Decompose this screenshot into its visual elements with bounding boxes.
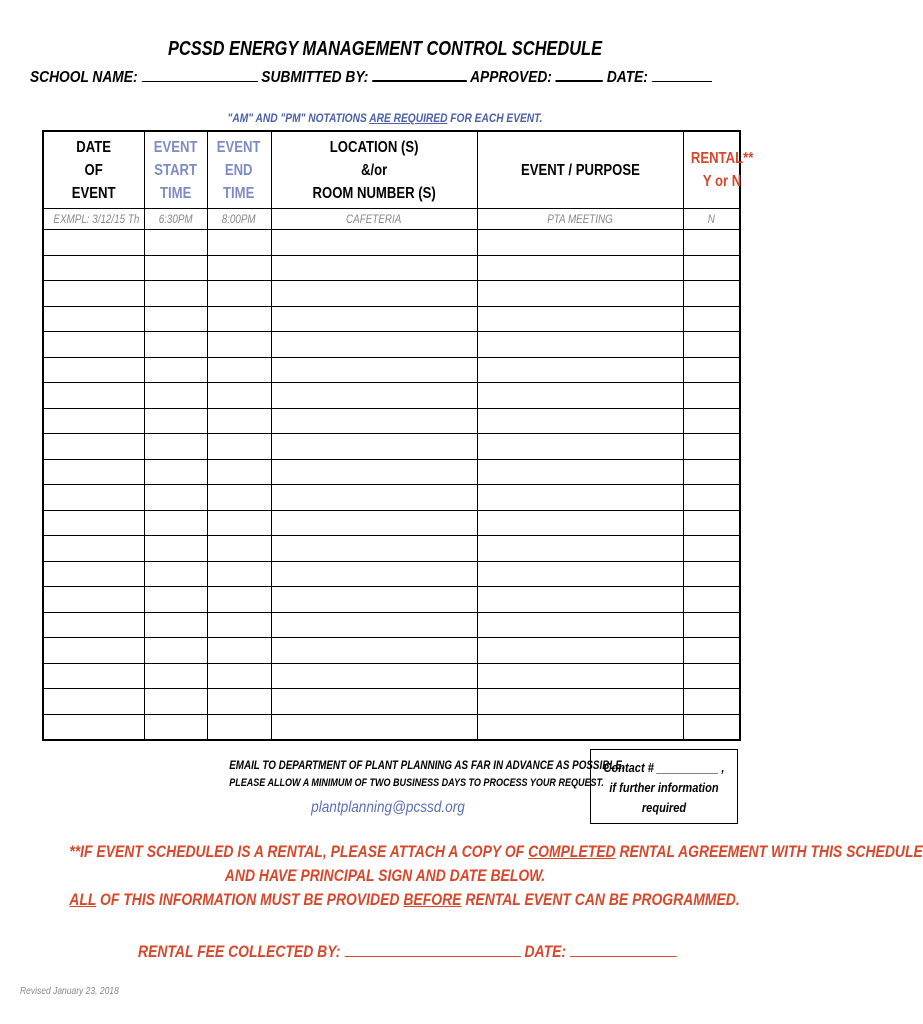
table-cell[interactable] <box>144 230 207 256</box>
table-cell[interactable] <box>43 638 144 664</box>
table-cell[interactable] <box>144 434 207 460</box>
table-cell[interactable] <box>683 561 740 587</box>
table-cell[interactable] <box>43 536 144 562</box>
table-cell[interactable] <box>207 536 271 562</box>
table-row <box>43 689 740 715</box>
table-cell[interactable] <box>43 714 144 740</box>
table-row <box>43 434 740 460</box>
table-cell[interactable] <box>477 587 683 613</box>
table-cell[interactable] <box>43 306 144 332</box>
table-cell[interactable] <box>683 230 740 256</box>
table-cell[interactable] <box>207 714 271 740</box>
table-cell[interactable] <box>144 459 207 485</box>
table-cell[interactable] <box>683 434 740 460</box>
table-cell[interactable] <box>43 434 144 460</box>
table-cell[interactable] <box>271 612 477 638</box>
rental-note-line-2: AND HAVE PRINCIPAL SIGN AND DATE BELOW. <box>224 866 546 885</box>
table-cell[interactable] <box>144 561 207 587</box>
table-row <box>43 408 740 434</box>
col-event-end-time: EVENT END TIME <box>207 131 271 209</box>
table-cell[interactable] <box>207 587 271 613</box>
table-cell[interactable] <box>271 714 477 740</box>
table-cell[interactable] <box>477 689 683 715</box>
table-cell[interactable] <box>207 408 271 434</box>
table-cell[interactable] <box>477 485 683 511</box>
table-cell[interactable] <box>43 281 144 307</box>
col-rental: RENTAL** Y or N <box>683 131 740 209</box>
table-cell[interactable] <box>271 357 477 383</box>
table-cell[interactable] <box>683 689 740 715</box>
table-row <box>43 663 740 689</box>
fee-collected-label: RENTAL FEE COLLECTED BY: <box>138 942 341 961</box>
table-cell[interactable] <box>271 255 477 281</box>
col-date-of-event: DATE OF EVENT <box>43 131 144 209</box>
table-row <box>43 612 740 638</box>
schedule-table <box>42 130 753 741</box>
table-cell[interactable] <box>271 663 477 689</box>
table-cell[interactable] <box>43 612 144 638</box>
table-cell[interactable] <box>207 357 271 383</box>
table-cell[interactable] <box>271 638 477 664</box>
table-row <box>43 230 740 256</box>
table-cell[interactable] <box>477 408 683 434</box>
table-cell[interactable] <box>144 357 207 383</box>
table-cell[interactable] <box>271 459 477 485</box>
table-cell[interactable] <box>477 638 683 664</box>
example-row <box>43 209 740 230</box>
table-cell[interactable] <box>271 689 477 715</box>
table-cell[interactable] <box>271 485 477 511</box>
table-cell[interactable] <box>271 281 477 307</box>
table-cell[interactable] <box>683 459 740 485</box>
table-cell[interactable] <box>144 714 207 740</box>
col-event-start-time: EVENT START TIME <box>144 131 207 209</box>
table-cell[interactable] <box>477 383 683 409</box>
table-cell[interactable] <box>144 281 207 307</box>
email-address-link[interactable]: plantplanning@pcssd.org <box>311 799 465 816</box>
table-cell[interactable] <box>477 357 683 383</box>
table-cell[interactable] <box>144 536 207 562</box>
table-cell[interactable] <box>683 587 740 613</box>
table-cell[interactable] <box>683 612 740 638</box>
email-line-2: PLEASE ALLOW A MINIMUM OF TWO BUSINESS DAYS TO PROCESS YOUR REQUEST. <box>229 777 604 789</box>
date-field[interactable] <box>652 67 712 82</box>
note-underlined: ARE REQUIRED <box>369 111 448 125</box>
table-cell[interactable] <box>271 434 477 460</box>
table-cell[interactable] <box>683 638 740 664</box>
table-cell[interactable] <box>271 306 477 332</box>
table-cell[interactable] <box>207 459 271 485</box>
table-row <box>43 638 740 664</box>
table-cell[interactable] <box>207 383 271 409</box>
table-cell[interactable] <box>477 663 683 689</box>
table-cell[interactable] <box>683 332 740 358</box>
table-cell[interactable] <box>477 459 683 485</box>
col-event-purpose: EVENT / PURPOSE <box>477 131 683 209</box>
table-cell[interactable] <box>43 510 144 536</box>
table-cell[interactable] <box>43 230 144 256</box>
table-cell[interactable] <box>683 357 740 383</box>
table-cell[interactable] <box>207 663 271 689</box>
table-cell[interactable] <box>43 383 144 409</box>
date-label: DATE: <box>606 69 648 86</box>
table-cell[interactable] <box>43 689 144 715</box>
table-row <box>43 281 740 307</box>
table-cell[interactable] <box>207 255 271 281</box>
table-cell[interactable] <box>207 434 271 460</box>
table-cell[interactable] <box>43 332 144 358</box>
contact-line-2: if further information <box>609 780 719 795</box>
table-cell[interactable] <box>43 587 144 613</box>
table-row <box>43 587 740 613</box>
table-cell[interactable] <box>43 255 144 281</box>
table-cell[interactable] <box>207 230 271 256</box>
note-prefix: "AM" AND "PM" NOTATIONS <box>227 111 370 125</box>
school-name-label: SCHOOL NAME: <box>30 69 138 86</box>
fee-collected-field[interactable] <box>344 940 520 957</box>
table-cell[interactable] <box>207 281 271 307</box>
revised-date: Revised January 23, 2018 <box>20 986 119 997</box>
table-cell[interactable] <box>271 332 477 358</box>
table-cell[interactable] <box>477 332 683 358</box>
table-row <box>43 383 740 409</box>
table-cell[interactable] <box>683 281 740 307</box>
table-row <box>43 536 740 562</box>
table-cell[interactable] <box>477 561 683 587</box>
example-location: CAFETERIA <box>271 209 477 230</box>
table-cell[interactable] <box>683 663 740 689</box>
table-cell[interactable] <box>144 383 207 409</box>
table-cell[interactable] <box>43 459 144 485</box>
table-cell[interactable] <box>683 536 740 562</box>
note-suffix: FOR EACH EVENT. <box>447 111 543 125</box>
table-cell[interactable] <box>683 485 740 511</box>
table-cell[interactable] <box>477 306 683 332</box>
table-cell[interactable] <box>207 485 271 511</box>
am-pm-note <box>58 111 713 125</box>
table-cell[interactable] <box>477 510 683 536</box>
table-row <box>43 306 740 332</box>
table-cell[interactable] <box>207 332 271 358</box>
fee-date-field[interactable] <box>570 940 677 957</box>
table-row <box>43 510 740 536</box>
table-cell[interactable] <box>43 485 144 511</box>
contact-line-3: required <box>641 800 687 815</box>
table-cell[interactable] <box>207 510 271 536</box>
school-name-field[interactable] <box>141 67 257 82</box>
table-cell[interactable] <box>144 612 207 638</box>
table-cell[interactable] <box>144 485 207 511</box>
email-instructions <box>150 758 625 789</box>
table-cell[interactable] <box>144 587 207 613</box>
page-title: PCSSD ENERGY MANAGEMENT CONTROL SCHEDULE <box>167 38 603 60</box>
table-cell[interactable] <box>144 689 207 715</box>
table-cell[interactable] <box>207 612 271 638</box>
approved-label: APPROVED: <box>470 69 552 86</box>
table-cell[interactable] <box>271 561 477 587</box>
table-cell[interactable] <box>144 255 207 281</box>
table-cell[interactable] <box>43 357 144 383</box>
example-purpose: PTA MEETING <box>477 209 683 230</box>
example-rental: N <box>683 209 740 230</box>
table-cell[interactable] <box>271 408 477 434</box>
header-fields <box>30 66 649 87</box>
table-cell[interactable] <box>144 408 207 434</box>
table-row <box>43 714 740 740</box>
example-start: 6:30PM <box>144 209 207 230</box>
rental-fee-line <box>138 940 677 962</box>
table-cell[interactable] <box>477 255 683 281</box>
contact-line-1: Contact # __________ , <box>603 760 725 775</box>
table-cell[interactable] <box>271 587 477 613</box>
table-cell[interactable] <box>144 663 207 689</box>
table-cell[interactable] <box>144 306 207 332</box>
table-cell[interactable] <box>683 383 740 409</box>
table-cell[interactable] <box>477 612 683 638</box>
table-cell[interactable] <box>271 383 477 409</box>
table-cell[interactable] <box>43 663 144 689</box>
table-cell[interactable] <box>207 689 271 715</box>
table-row <box>43 332 740 358</box>
table-cell[interactable] <box>144 332 207 358</box>
table-cell[interactable] <box>683 714 740 740</box>
table-cell[interactable] <box>683 510 740 536</box>
rental-note-line-3: ALL OF THIS INFORMATION MUST BE PROVIDED BEFORE RENTAL EVENT CAN BE PROGRAMMED. <box>69 890 740 909</box>
table-cell[interactable] <box>207 638 271 664</box>
table-row <box>43 485 740 511</box>
table-cell[interactable] <box>207 561 271 587</box>
table-cell[interactable] <box>271 536 477 562</box>
example-end: 8:00PM <box>207 209 271 230</box>
table-cell[interactable] <box>43 561 144 587</box>
table-cell[interactable] <box>43 408 144 434</box>
table-cell[interactable] <box>271 230 477 256</box>
table-row <box>43 459 740 485</box>
table-cell[interactable] <box>683 408 740 434</box>
table-cell[interactable] <box>144 510 207 536</box>
email-line-1: EMAIL TO DEPARTMENT OF PLANT PLANNING AS FAR IN ADVANCE AS POSSIBLE. <box>229 758 625 772</box>
table-cell[interactable] <box>207 306 271 332</box>
table-row <box>43 357 740 383</box>
table-cell[interactable] <box>271 510 477 536</box>
table-cell[interactable] <box>477 281 683 307</box>
approved-field[interactable] <box>556 66 603 82</box>
table-cell[interactable] <box>144 638 207 664</box>
table-cell[interactable] <box>477 434 683 460</box>
table-cell[interactable] <box>477 714 683 740</box>
rental-note-line-1: **IF EVENT SCHEDULED IS A RENTAL, PLEASE ATTACH A COPY OF COMPLETED RENTAL AGREEMENT WITH THIS SCHEDULE <box>69 842 923 861</box>
submitted-by-field[interactable] <box>372 66 467 82</box>
table-cell[interactable] <box>683 255 740 281</box>
table-cell[interactable] <box>683 306 740 332</box>
example-date: EXMPL: 3/12/15 Th <box>43 209 144 230</box>
fee-date-label: DATE: <box>524 942 567 961</box>
contact-box <box>590 749 738 824</box>
table-cell[interactable] <box>477 536 683 562</box>
table-cell[interactable] <box>477 230 683 256</box>
table-row <box>43 561 740 587</box>
col-location: LOCATION (S) &/or ROOM NUMBER (S) <box>271 131 477 209</box>
submitted-by-label: SUBMITTED BY: <box>261 69 369 86</box>
table-row <box>43 255 740 281</box>
